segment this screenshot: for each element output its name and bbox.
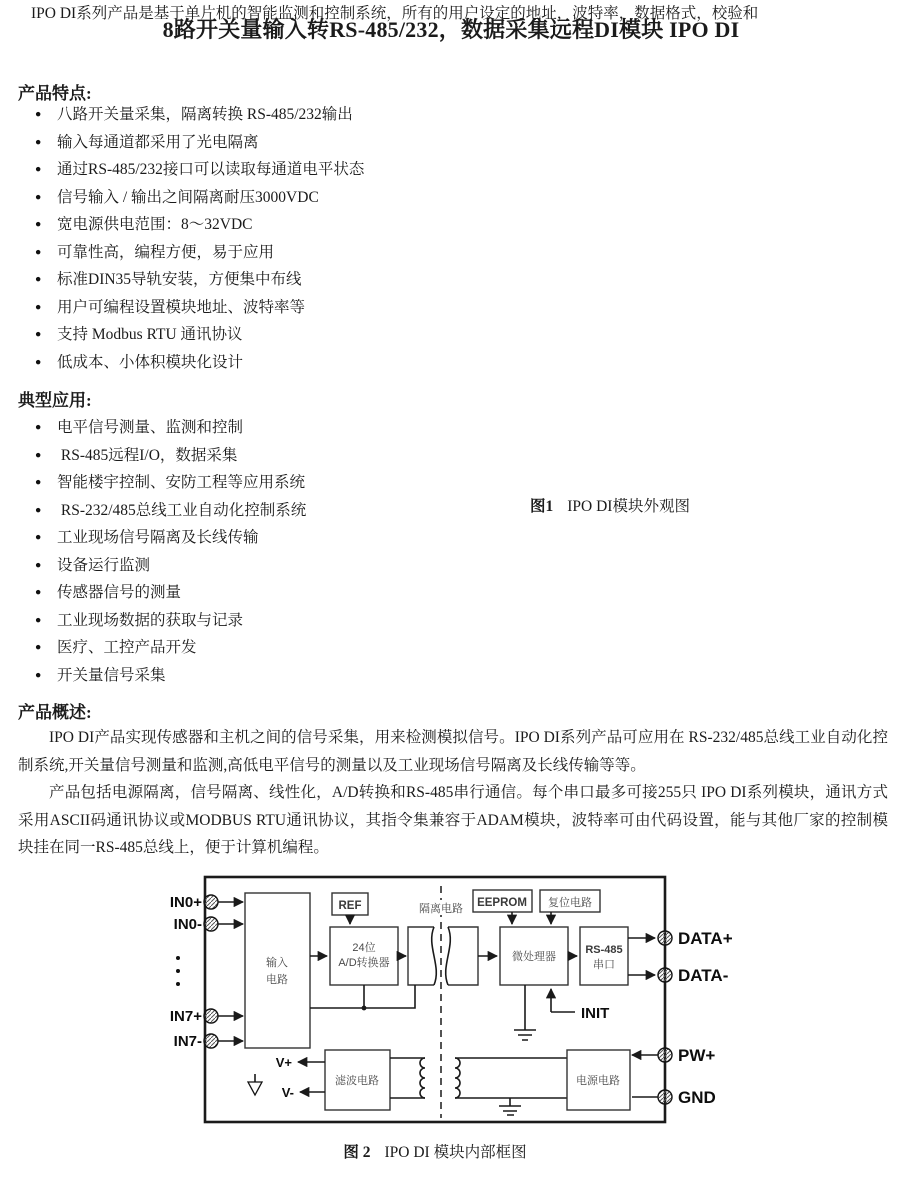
svg-text:DATA-: DATA- [678, 966, 729, 985]
footer-paragraph: IPO DI系列产品是基于单片机的智能监测和控制系统，所有的用户设定的地址，波特率，数据格式，校验和 [31, 5, 759, 22]
feature-item: ● 输入每通道都采用了光电隔离 [35, 129, 364, 157]
svg-text:IN0-: IN0- [173, 916, 202, 933]
svg-text:串口: 串口 [593, 959, 615, 971]
mcu-block [500, 927, 568, 985]
application-item: ● RS-485远程I/O，数据采集 [35, 442, 306, 470]
feature-item: ● 可靠性高，编程方便，易于应用 [35, 239, 364, 267]
overview-paragraph-1: IPO DI产品实现传感器和主机之间的信号采集，用来检测模拟信号。IPO DI系列产品可应用在 RS-232/485总线工业自动化控制系统,开关量信号测量和监测,高低电平信号的测量以及工业现场信号隔离及长线传输等等。 [18, 729, 888, 774]
application-item: ● 传感器信号的测量 [35, 579, 306, 607]
feature-item: ● 用户可编程设置模块地址、波特率等 [35, 294, 364, 322]
feature-item: ● 标准DIN35导轨安装，方便集中布线 [35, 266, 364, 294]
svg-text:V+: V+ [275, 1055, 292, 1070]
rs485-block [580, 927, 628, 985]
terminal-in0-minus [204, 917, 218, 931]
input-circuit-block [245, 893, 310, 1048]
svg-text:A/D转换器: A/D转换器 [338, 957, 390, 969]
application-item: ● 智能楼宇控制、安防工程等应用系统 [35, 469, 306, 497]
svg-text:24位: 24位 [352, 942, 376, 954]
figure1-caption [530, 494, 690, 516]
mcu-ground-symbol [514, 985, 536, 1040]
svg-text:电源电路: 电源电路 [576, 1075, 620, 1087]
terminal-gnd [658, 1090, 672, 1104]
svg-text:电路: 电路 [266, 974, 288, 986]
svg-text:IN7+: IN7+ [169, 1008, 202, 1025]
float-ground-triangle [248, 1082, 262, 1095]
reset-circuit-block [540, 890, 600, 912]
svg-text:PW+: PW+ [678, 1046, 716, 1065]
feature-item: ● 信号输入 / 输出之间隔离耐压3000VDC [35, 184, 364, 212]
terminal-data-plus [658, 931, 672, 945]
features-list [35, 101, 364, 376]
ref-block [332, 893, 368, 915]
isolation-label: 隔离电路 [419, 903, 463, 915]
output-terminals [658, 929, 733, 1107]
applications-heading: 典型应用: [18, 391, 92, 410]
block-diagram [135, 866, 775, 1136]
feedback-wire [310, 985, 415, 1010]
figure2-caption [18, 1140, 852, 1162]
figure2-caption-text: IPO DI 模块内部框图 [384, 1144, 527, 1161]
svg-text:EEPROM: EEPROM [477, 897, 527, 909]
terminal-data-minus [658, 968, 672, 982]
svg-text:DATA+: DATA+ [678, 929, 733, 948]
power-ground-symbol [499, 1098, 521, 1115]
terminal-in7-minus [204, 1034, 218, 1048]
applications-list [35, 414, 306, 689]
features-heading: 产品特点: [18, 84, 92, 103]
svg-text:IN7-: IN7- [173, 1033, 202, 1050]
feature-item: ● 支持 Modbus RTU 通讯协议 [35, 321, 364, 349]
svg-text:微处理器: 微处理器 [512, 951, 556, 963]
feature-item: ● 低成本、小体积模块化设计 [35, 349, 364, 377]
svg-text:RS-485: RS-485 [585, 944, 623, 956]
terminal-pw-plus [658, 1048, 672, 1062]
svg-text:复位电路: 复位电路 [548, 897, 592, 909]
application-item: ● 工业现场信号隔离及长线传输 [35, 524, 306, 552]
figure1-caption-label: 图1 [530, 498, 554, 515]
v-output-wires [248, 1055, 325, 1100]
input-terminals [170, 894, 243, 1050]
feature-item: ● 通过RS-485/232接口可以读取每通道电平状态 [35, 156, 364, 184]
page-title: 8路开关量输入转RS-485/232，数据采集远程DI模块 IPO DI [162, 17, 740, 42]
filter-circuit-block [325, 1050, 390, 1110]
eeprom-block [473, 890, 532, 912]
application-item: ● 医疗、工控产品开发 [35, 634, 306, 662]
transformer-symbol [390, 1058, 567, 1115]
isolation-barrier [408, 900, 478, 985]
init-label: INIT [581, 1005, 610, 1022]
svg-text:V-: V- [281, 1085, 294, 1100]
application-item: ● RS-232/485总线工业自动化控制系统 [35, 497, 306, 525]
overview-paragraph-2: 产品包括电源隔离，信号隔离、线性化，A/D转换和RS-485串行通信。每个串口最多可接255只 IPO DI系列模块，通讯方式采用ASCII码通讯协议或MODBUS RTU通讯协议，其指令集兼容于ADAM模块，波特率可由代码设置，能与其他厂家的控制模块挂在同一RS-485总线上，便于计算机编程。 [18, 784, 888, 857]
terminal-in7-plus [204, 1009, 218, 1023]
application-item: ● 工业现场数据的获取与记录 [35, 607, 306, 635]
svg-text:输入: 输入 [266, 957, 288, 969]
init-label-group [551, 989, 609, 1022]
svg-text:IN0+: IN0+ [169, 894, 202, 911]
overview-heading: 产品概述: [18, 703, 92, 722]
application-item: ● 设备运行监测 [35, 552, 306, 580]
power-circuit-block [567, 1050, 630, 1110]
adc-block [330, 927, 398, 985]
figure2-caption-label: 图 2 [343, 1144, 371, 1161]
application-item: ● 开关量信号采集 [35, 662, 306, 690]
feature-item: ● 宽电源供电范围：8～32VDC [35, 211, 364, 239]
figure1-caption-text: IPO DI模块外观图 [567, 498, 690, 515]
application-item: ● 电平信号测量、监测和控制 [35, 414, 306, 442]
svg-text:滤波电路: 滤波电路 [335, 1075, 379, 1087]
feature-item: ● 八路开关量采集，隔离转换 RS-485/232输出 [35, 101, 364, 129]
terminal-in0-plus [204, 895, 218, 909]
svg-text:REF: REF [338, 900, 362, 912]
svg-text:GND: GND [678, 1088, 716, 1107]
